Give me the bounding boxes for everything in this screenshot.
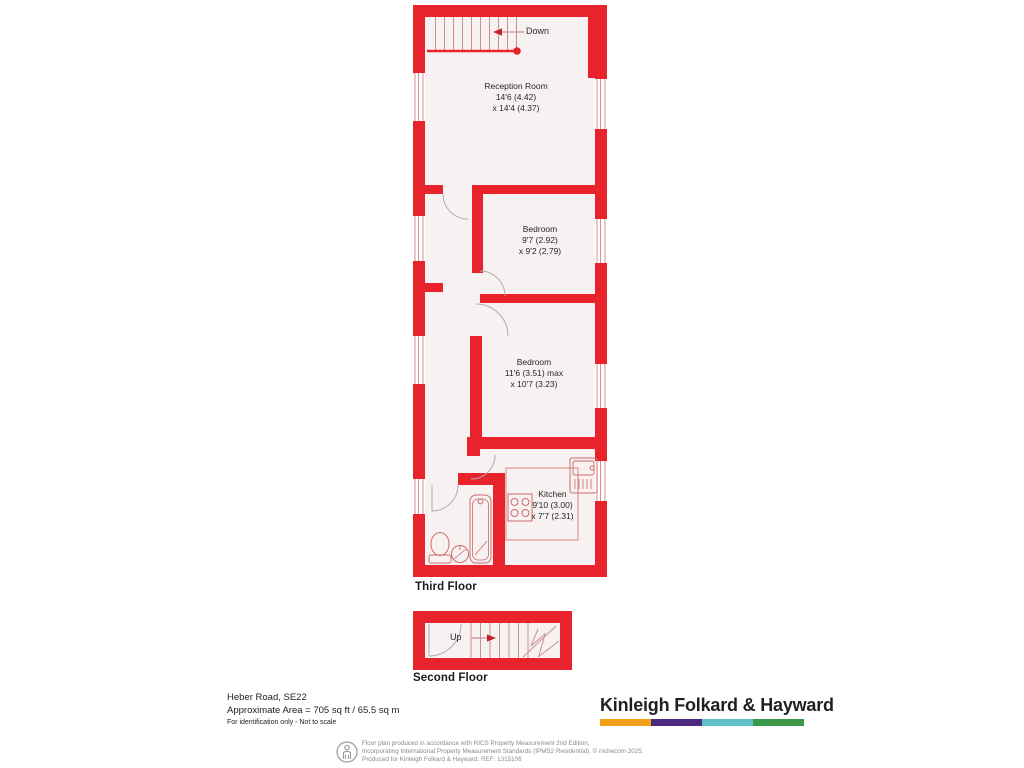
disclaimer-line: Incorporating International Property Measurement Standards (IPMS2 Residential). © nichecom 2025. — [362, 748, 644, 755]
third-floor-label: Third Floor — [415, 581, 477, 593]
room-name: Bedroom — [516, 357, 552, 367]
wall — [425, 283, 443, 292]
disclaimer-line: Produced for Kinleigh Folkard & Hayward. REF: 1315106 — [362, 756, 522, 763]
room-label-kitchen — [505, 489, 600, 522]
wall — [588, 5, 607, 78]
window — [413, 335, 425, 385]
room-name: Reception Room — [484, 81, 548, 91]
room-dim: x 10'7 (3.23) — [510, 379, 558, 389]
window — [595, 363, 607, 409]
room-label-reception — [454, 81, 578, 114]
stairs-up-treads — [462, 623, 530, 658]
window — [413, 215, 425, 262]
room-dim: x 14'4 (4.37) — [492, 103, 540, 113]
wall — [413, 565, 607, 577]
wall — [413, 658, 572, 670]
room-dim: 9'10 (3.00) — [532, 500, 573, 510]
stairs-down-treads — [427, 17, 517, 51]
brand-bar-orange — [600, 719, 651, 726]
wall — [480, 294, 595, 303]
room-name: Bedroom — [522, 224, 558, 234]
window — [413, 478, 425, 515]
brand-bar-green — [753, 719, 804, 726]
room-name: Kitchen — [538, 489, 567, 499]
wall — [425, 185, 443, 194]
room-dim: 9'7 (2.92) — [522, 235, 558, 245]
wall — [413, 611, 572, 623]
wall — [472, 185, 595, 194]
wall — [413, 611, 425, 670]
wall — [560, 611, 572, 670]
room-label-bedroom2 — [472, 357, 596, 390]
wall — [467, 437, 595, 449]
wall — [467, 449, 480, 456]
brand-bar-teal — [702, 719, 753, 726]
wall — [493, 473, 505, 565]
stairs-up-label: Up — [450, 632, 462, 642]
window — [413, 72, 425, 122]
stairs-down-label: Down — [526, 26, 550, 36]
window — [595, 78, 607, 130]
property-address: Heber Road, SE22 — [227, 692, 307, 703]
room-dim: 11'6 (3.51) max — [504, 368, 564, 378]
wall — [413, 5, 607, 17]
room-label-bedroom1 — [478, 224, 602, 257]
brand-bar-purple — [651, 719, 702, 726]
second-floor-label: Second Floor — [413, 672, 488, 684]
room-dim: 14'6 (4.42) — [495, 92, 537, 102]
approximate-area: Approximate Area = 705 sq ft / 65.5 sq m — [227, 705, 400, 716]
surveyor-icon — [336, 741, 358, 763]
disclaimer-line: Floor plan produced in accordance with RICS Property Measurement 2nd Edition, — [362, 740, 590, 747]
identification-note: For identification only - Not to scale — [227, 719, 337, 726]
room-dim: x 7'7 (2.31) — [531, 511, 574, 521]
room-dim: x 9'2 (2.79) — [518, 246, 562, 256]
disclaimer-text — [362, 740, 644, 764]
brand-logo-text: Kinleigh Folkard & Hayward — [600, 695, 834, 715]
